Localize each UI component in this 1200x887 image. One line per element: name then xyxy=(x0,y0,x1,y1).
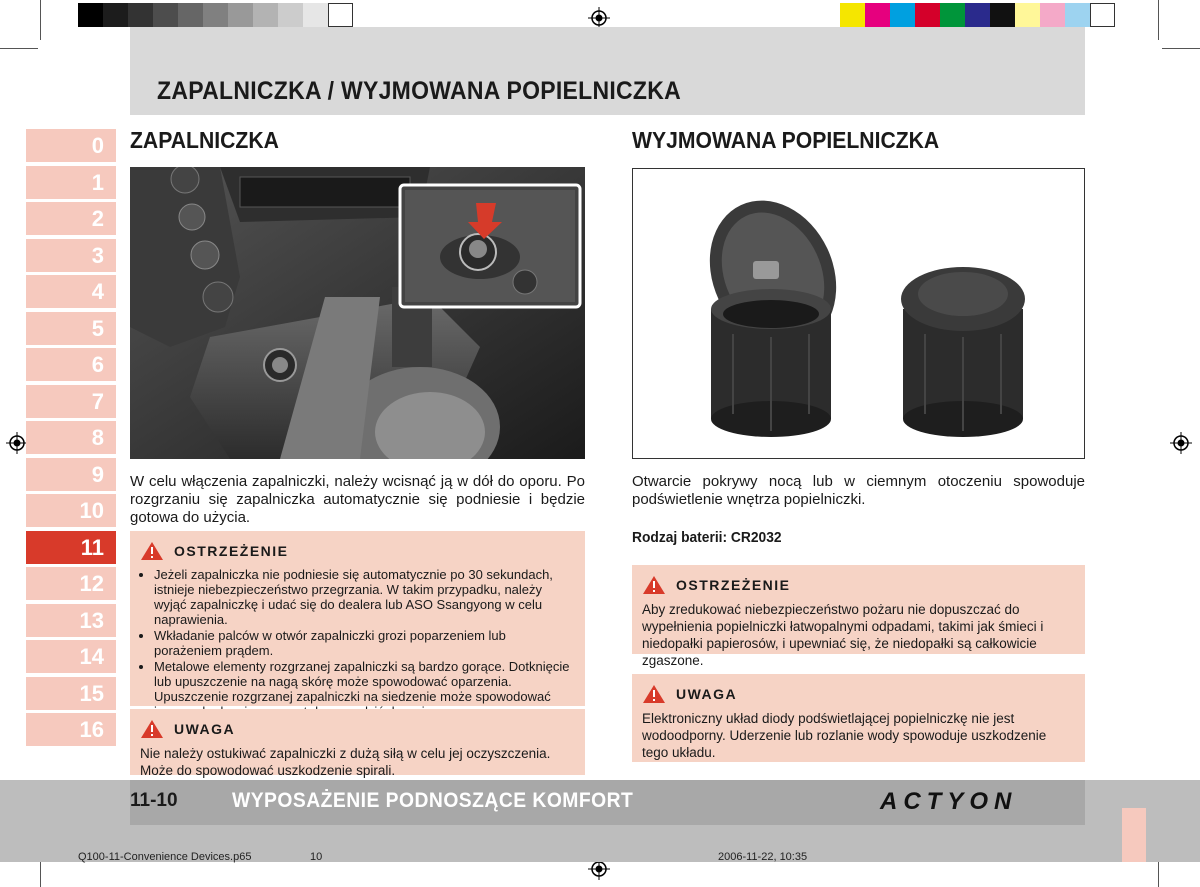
page-number: 11-10 xyxy=(130,790,178,811)
slug-file: Q100-11-Convenience Devices.p65 xyxy=(78,851,252,863)
chapter-tab-8[interactable]: 8 xyxy=(26,421,116,454)
chapter-tab-3[interactable]: 3 xyxy=(26,239,116,272)
notice-title: UWAGA xyxy=(676,686,738,702)
chapter-tab-9[interactable]: 9 xyxy=(26,458,116,491)
page-title: ZAPALNICZKA / WYJMOWANA POPIELNICZKA xyxy=(157,77,682,105)
footer-title: WYPOSAŻENIE PODNOSZĄCE KOMFORT xyxy=(232,789,634,812)
warning-triangle-icon xyxy=(642,575,666,595)
ashtray-instructions: Otwarcie pokrywy nocą lub w ciemnym otoczeniu spowoduje podświetlenie wnętrza popielniczki. xyxy=(632,473,1085,508)
lighter-notice-box xyxy=(130,709,585,778)
warning-text: Aby zredukować niebezpieczeństwo pożaru nie dopuszczać do wypełnienia popielniczki łatwopalnymi odpadami, takimi jak śmieci i niedopałki papierosów, i upewniać się, że niedopałki są całkowicie zgaszone. xyxy=(642,602,1044,668)
warning-title: OSTRZEŻENIE xyxy=(676,577,791,593)
ashtray-photo xyxy=(632,168,1085,459)
footer-tab-marker xyxy=(1122,808,1146,862)
notice-title: UWAGA xyxy=(174,721,236,737)
warning-item: • Metalowe elementy rozgrzanej zapalniczki są bardzo gorące. Dotknięcie lub upuszczenie na nagą skórę może spowodować oparzenia. Upuszczenie rozgrzanej zapalniczki na siedzenie może spowodować xyxy=(154,659,575,719)
chapter-tab-10[interactable]: 10 xyxy=(26,494,116,527)
chapter-tab-1[interactable]: 1 xyxy=(26,166,116,199)
notice-text: Elektroniczny układ diody podświetlającej popielniczkę nie jest wodoodporny. Uderzenie lub rozlanie wody spowoduje uszkodzenie tego układu. xyxy=(642,711,1047,760)
chapter-tab-11[interactable]: 11 xyxy=(26,531,116,564)
ashtray-warning-box xyxy=(632,565,1085,668)
chapter-tab-14[interactable]: 14 xyxy=(26,640,116,673)
lighter-instructions: W celu włączenia zapalniczki, należy wcisnąć ją w dół do oporu. Po rozgrzaniu się zapalniczka automatycznie się podniesie i będzie gotowa do użycia. xyxy=(130,473,585,526)
battery-type: Rodzaj baterii: CR2032 xyxy=(632,529,782,546)
chapter-tab-15[interactable]: 15 xyxy=(26,677,116,710)
chapter-tab-4[interactable]: 4 xyxy=(26,275,116,308)
chapter-tab-12[interactable]: 12 xyxy=(26,567,116,600)
lighter-photo xyxy=(130,167,585,459)
chapter-tab-6[interactable]: 6 xyxy=(26,348,116,381)
notice-text: Nie należy ostukiwać zapalniczki z dużą siłą w celu jej oczyszczenia. Może do spowodować uszkodzenie spirali. xyxy=(140,746,551,778)
color-swatches xyxy=(840,3,1115,27)
warning-item: • Jeżeli zapalniczka nie podniesie się automatycznie po 30 sekundach, istnieje niebezpieczeństwo przegrzania. W takim przypadku, należy wyjąć zapalniczkę i udać się do dealera lub ASO Ssangyong w celu naprawienia. xyxy=(154,567,575,627)
chapter-tab-7[interactable]: 7 xyxy=(26,385,116,418)
chapter-tab-13[interactable]: 13 xyxy=(26,604,116,637)
grayscale-swatches xyxy=(78,3,353,27)
slug-page: 10 xyxy=(310,851,323,863)
warning-item: • Wkładanie palców w otwór zapalniczki grozi poparzeniem lub porażeniem prądem. xyxy=(154,628,575,658)
crop-mark xyxy=(0,48,38,49)
slug-date: 2006-11-22, 10:35 xyxy=(718,851,808,863)
registration-mark-icon xyxy=(6,432,28,454)
crop-mark xyxy=(1162,48,1200,49)
registration-mark-icon xyxy=(588,7,610,29)
lighter-console-illustration xyxy=(130,167,585,459)
chapter-tab-5[interactable]: 5 xyxy=(26,312,116,345)
crop-mark xyxy=(40,0,41,40)
chapter-tab-16[interactable]: 16 xyxy=(26,713,116,746)
warning-triangle-icon xyxy=(140,719,164,739)
warning-list xyxy=(140,567,575,719)
ashtray-notice-box xyxy=(632,674,1085,762)
warning-title: OSTRZEŻENIE xyxy=(174,543,289,559)
section-title-ashtray: WYJMOWANA POPIELNICZKA xyxy=(632,127,940,153)
chapter-tab-0[interactable]: 0 xyxy=(26,129,116,162)
brand-logo: ACTYON xyxy=(880,788,1018,815)
warning-triangle-icon xyxy=(642,684,666,704)
ashtray-illustration xyxy=(633,169,1084,458)
warning-triangle-icon xyxy=(140,541,164,561)
lighter-warning-box xyxy=(130,531,585,706)
registration-mark-icon xyxy=(1170,432,1192,454)
chapter-tab-2[interactable]: 2 xyxy=(26,202,116,235)
crop-mark xyxy=(1158,0,1159,40)
section-title-lighter: ZAPALNICZKA xyxy=(130,127,279,153)
